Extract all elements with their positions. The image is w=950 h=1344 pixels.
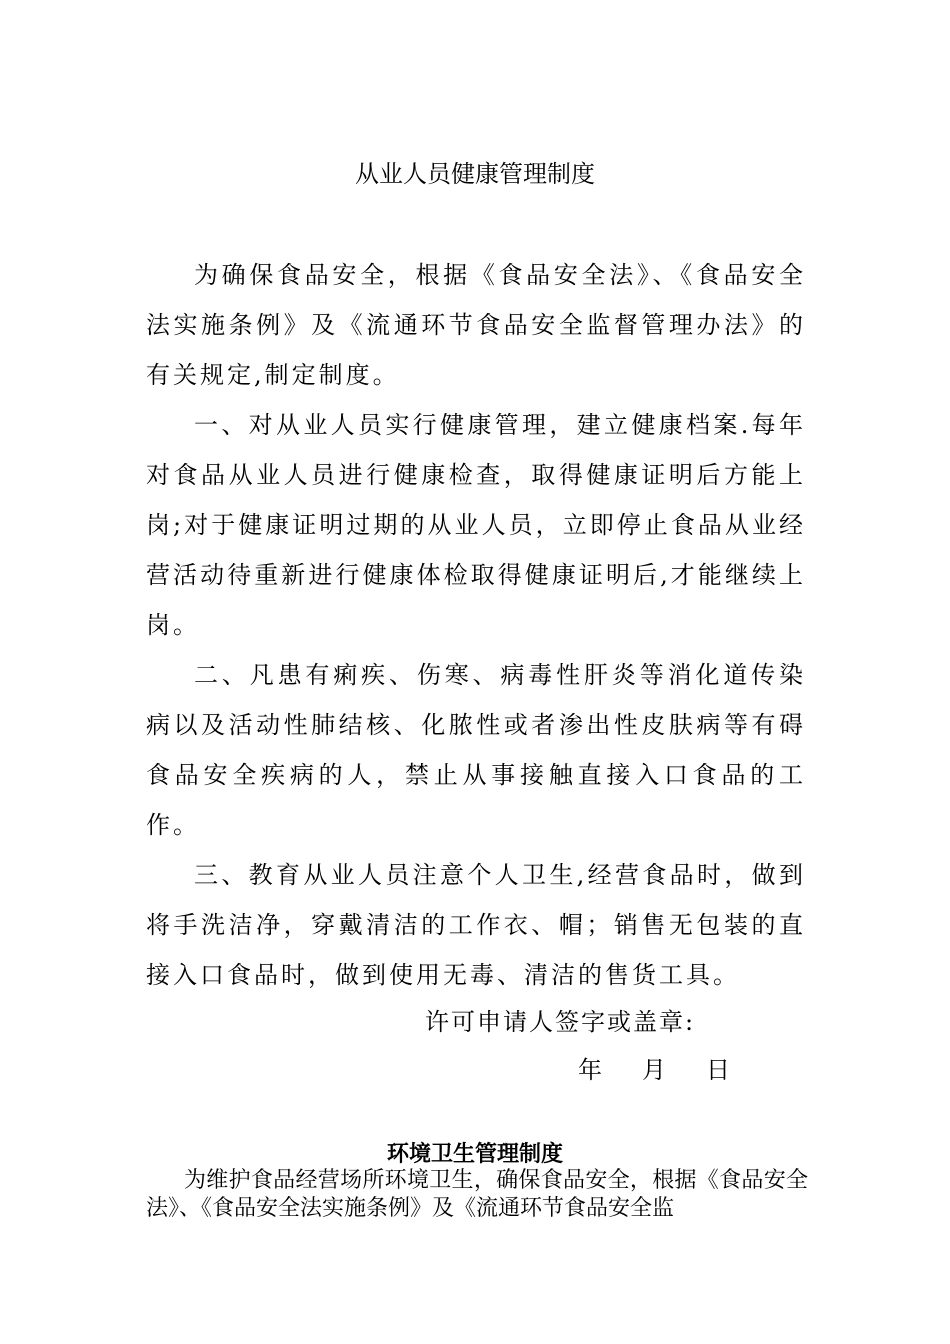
signature-label: 许可申请人签字或盖章: [425, 1008, 696, 1036]
document-body [146, 250, 806, 1000]
date-month-label: 月 [642, 1056, 666, 1084]
rule-3-paragraph: 三、教育从业人员注意个人卫生,经营食品时，做到将手洗洁净，穿戴清洁的工作衣、帽；销售无包装的直接入口食品时，做到使用无毒、清洁的售货工具。 [146, 861, 806, 989]
document-title: 从业人员健康管理制度 [355, 160, 595, 188]
section-paragraph: 为维护食品经营场所环境卫生，确保食品安全，根据《食品安全法》、《食品安全法实施条例》及《流通环节食品安全监 [146, 1168, 808, 1221]
section-title: 环境卫生管理制度 [386, 1142, 563, 1167]
rule-2-paragraph: 二、凡患有痢疾、伤寒、病毒性肝炎等消化道传染病以及活动性肺结核、化脓性或者渗出性皮肤病等有碍食品安全疾病的人，禁止从事接触直接入口食品的工作。 [146, 661, 806, 839]
rule-1-paragraph: 一、对从业人员实行健康管理，建立健康档案.每年对食品从业人员进行健康检查，取得健康证明后方能上岗;对于健康证明过期的从业人员，立即停止食品从业经营活动待重新进行健康体检取得健康证明后,才能继续上岗。 [146, 411, 806, 639]
section-body [146, 1167, 808, 1223]
intro-paragraph: 为确保食品安全，根据《食品安全法》、《食品安全法实施条例》及《流通环节食品安全监督管理办法》的有关规定,制定制度。 [146, 261, 806, 389]
date-day-label: 日 [706, 1056, 730, 1084]
date-year-label: 年 [578, 1056, 602, 1084]
date-line [578, 1052, 730, 1088]
